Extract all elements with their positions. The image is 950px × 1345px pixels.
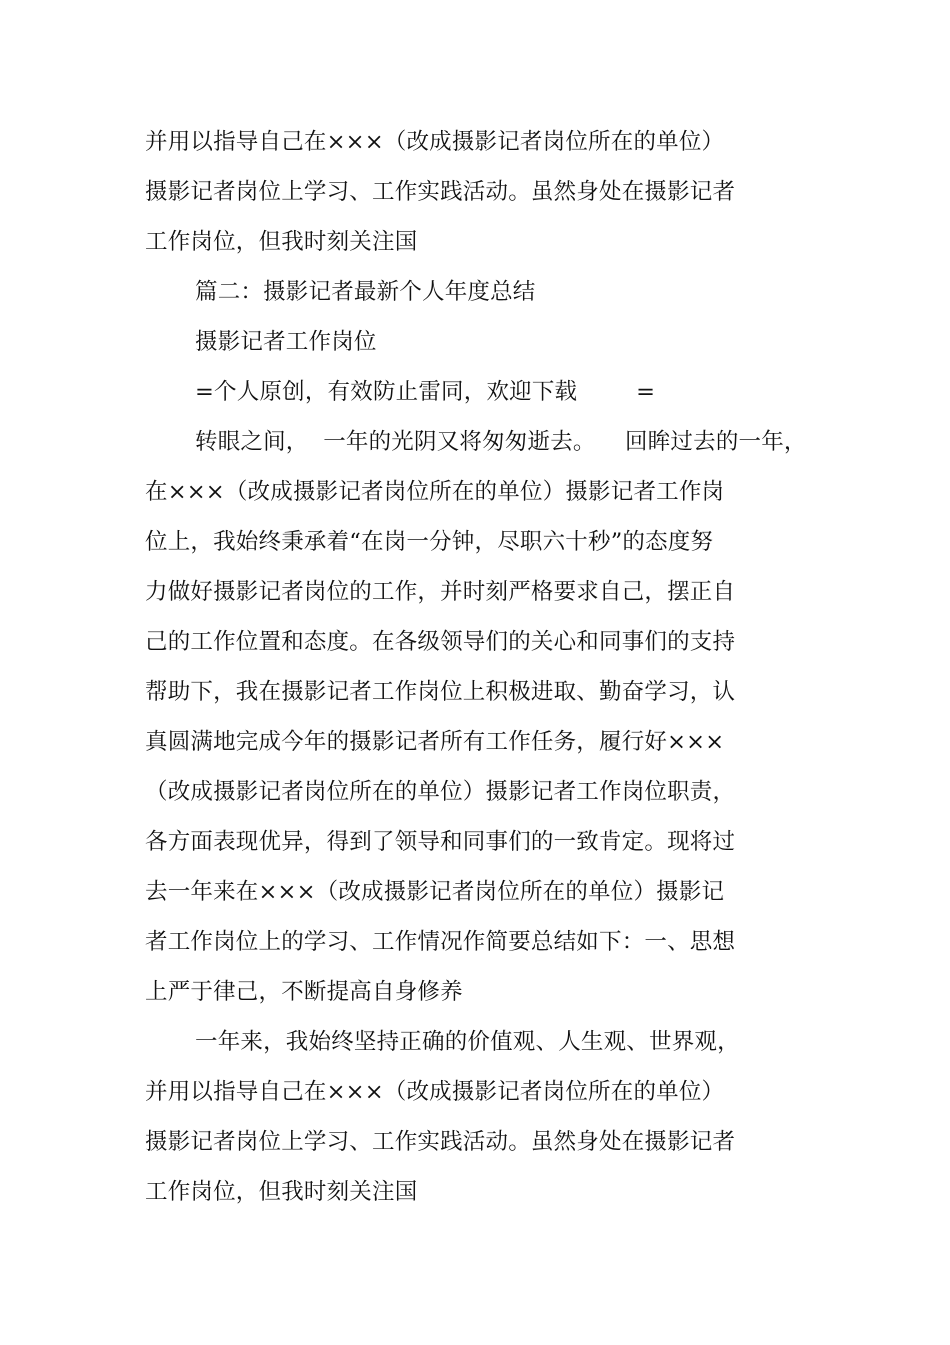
text-line: 工作岗位，但我时刻关注国: [145, 229, 418, 255]
section-heading: 篇二：摄影记者最新个人年度总结: [195, 279, 536, 305]
text-line: 摄影记者岗位上学习、工作实践活动。虽然身处在摄影记者: [145, 179, 736, 205]
text-line: 一年来，我始终坚持正确的价值观、人生观、世界观，: [195, 1029, 740, 1055]
text-line: 去一年来在×××（改成摄影记者岗位所在的单位）摄影记: [145, 879, 725, 905]
section-subtitle: 摄影记者工作岗位: [195, 329, 377, 355]
notice-line: =个人原创，有效防止雷同，欢迎下载 =: [195, 379, 656, 405]
text-line: 在×××（改成摄影记者岗位所在的单位）摄影记者工作岗: [145, 479, 725, 505]
text-line: 位上，我始终秉承着“在岗一分钟，尽职六十秒”的态度努: [145, 529, 714, 555]
text-line: 真圆满地完成今年的摄影记者所有工作任务，履行好×××: [145, 729, 725, 755]
text-line: （改成摄影记者岗位所在的单位）摄影记者工作岗位职责，: [145, 779, 736, 805]
text-line: 工作岗位，但我时刻关注国: [145, 1179, 418, 1205]
text-line: 摄影记者岗位上学习、工作实践活动。虽然身处在摄影记者: [145, 1129, 736, 1155]
text-line: 上严于律己，不断提高自身修养: [145, 979, 463, 1005]
text-line: 并用以指导自己在×××（改成摄影记者岗位所在的单位）: [145, 1079, 725, 1105]
text-line: 者工作岗位上的学习、工作情况作简要总结如下：一、思想: [145, 929, 736, 955]
text-line: 己的工作位置和态度。在各级领导们的关心和同事们的支持: [145, 629, 736, 655]
text-line: 并用以指导自己在×××（改成摄影记者岗位所在的单位）: [145, 129, 725, 155]
text-line: 帮助下，我在摄影记者工作岗位上积极进取、勤奋学习，认: [145, 679, 736, 705]
text-line: 力做好摄影记者岗位的工作，并时刻严格要求自己，摆正自: [145, 579, 736, 605]
text-line: 转眼之间， 一年的光阴又将匆匆逝去。 回眸过去的一年，: [195, 429, 807, 455]
text-line: 各方面表现优异，得到了领导和同事们的一致肯定。现将过: [145, 829, 736, 855]
